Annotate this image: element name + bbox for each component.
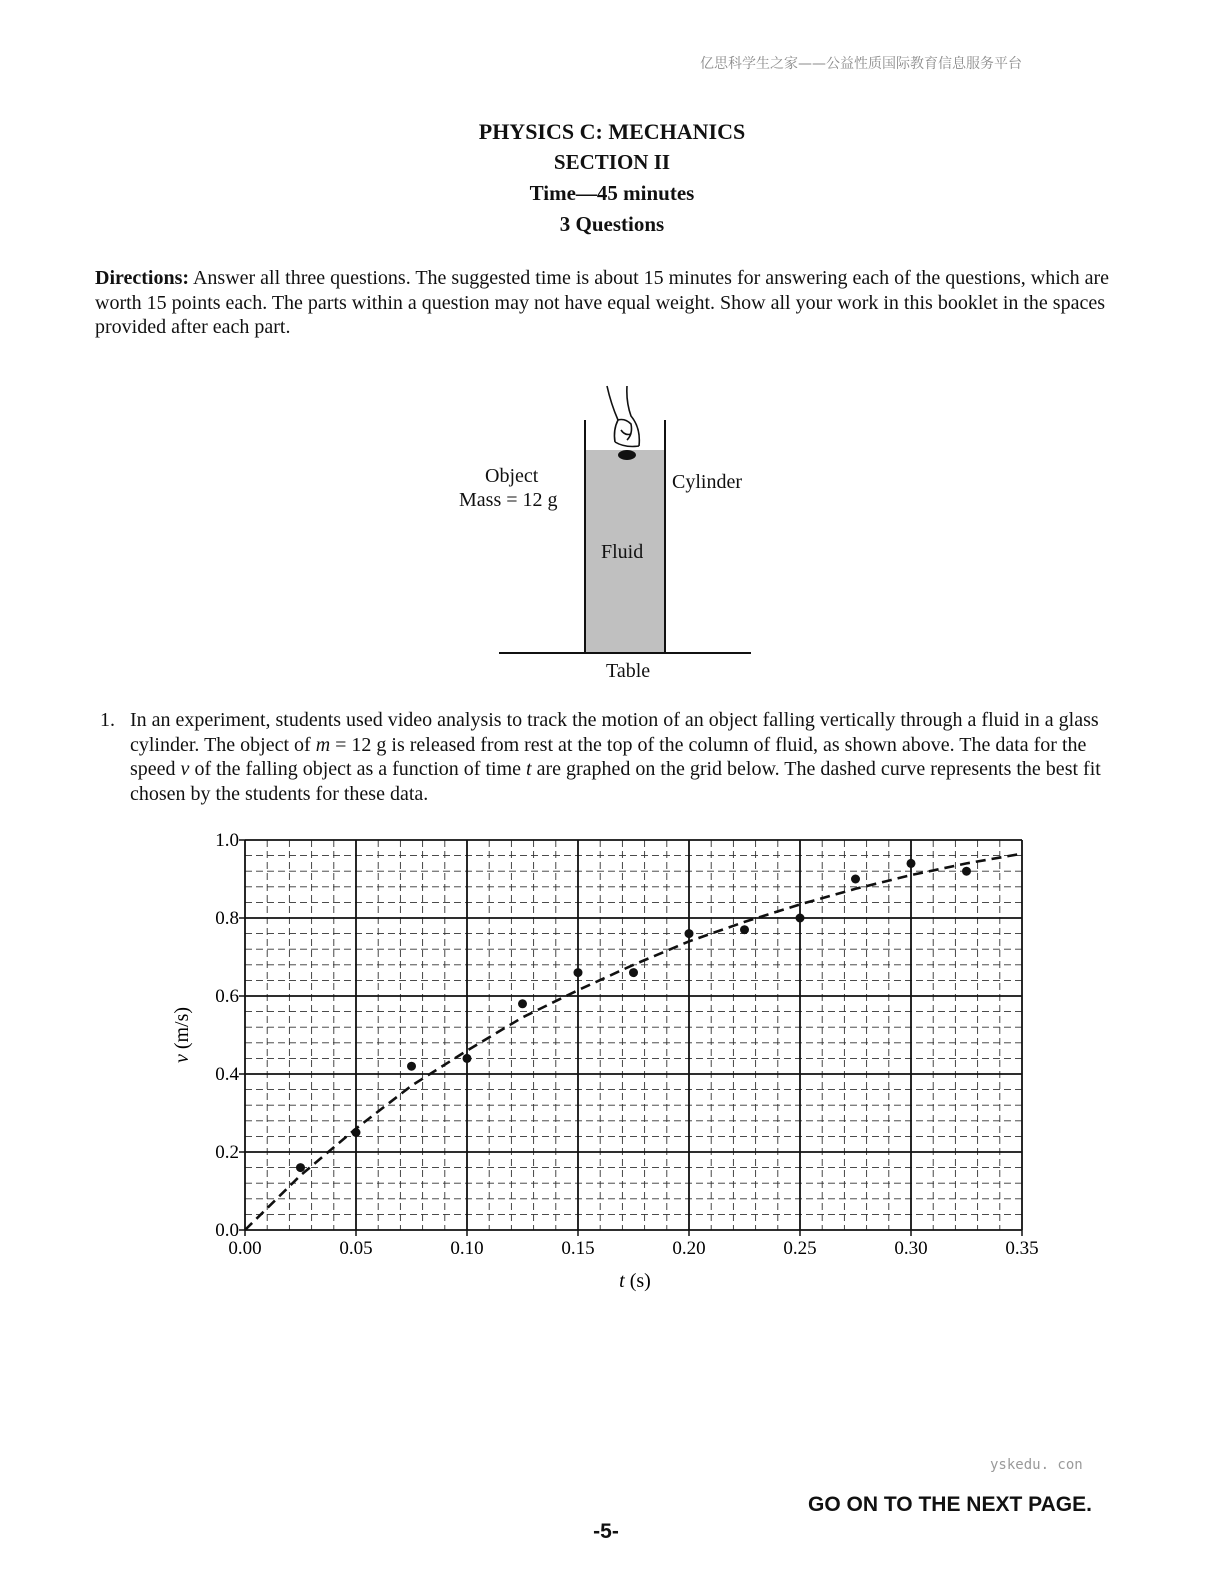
y-tick-label: 0.8 bbox=[215, 908, 239, 929]
velocity-time-graph bbox=[160, 820, 1060, 1305]
questions-count: 3 Questions bbox=[559, 212, 665, 236]
velocity-time-chart bbox=[160, 820, 1060, 1300]
x-tick-label: 0.00 bbox=[228, 1238, 262, 1259]
page-number: -5- bbox=[593, 1520, 619, 1543]
directions-text: Answer all three questions. The suggested time is about 15 minutes for answering each of the questions, which are worth 15 points each. The parts within a question may not have equal weight. Show all your work in this booklet in the spaces provided after each part. bbox=[95, 267, 1110, 338]
data-point bbox=[685, 929, 694, 938]
section-label: SECTION II bbox=[553, 150, 671, 174]
table-label: Table bbox=[606, 660, 651, 682]
y-tick-label: 0.2 bbox=[215, 1142, 239, 1163]
major-grid bbox=[239, 840, 1022, 1236]
directions bbox=[95, 266, 1135, 340]
data-point bbox=[796, 914, 805, 923]
best-fit-dashed-curve bbox=[245, 854, 1022, 1230]
section-header bbox=[0, 116, 1224, 240]
x-tick-label: 0.10 bbox=[450, 1238, 484, 1259]
watermark-top: 亿思科学生之家——公益性质国际教育信息服务平台 bbox=[700, 56, 1022, 72]
y-tick-label: 0.4 bbox=[215, 1064, 239, 1085]
x-tick-label: 0.20 bbox=[672, 1238, 706, 1259]
time-label: Time—45 minutes bbox=[529, 181, 695, 205]
data-point bbox=[463, 1054, 472, 1063]
data-points bbox=[296, 859, 971, 1172]
question-text: In an experiment, students used video analysis to track the motion of an object falling vertically through a fluid in a glass cylinder. The object of m = 12 g is released from rest at the top of the column of fluid, as shown above. The data for the speed v of the falling object as a function of time t are graphed on the grid below. The dashed curve represents the best fit chosen by the students for these data. bbox=[130, 709, 1101, 805]
x-tick-label: 0.15 bbox=[561, 1238, 595, 1259]
directions-label: Directions: bbox=[95, 267, 190, 289]
y-tick-label: 1.0 bbox=[215, 830, 239, 851]
tick-labels bbox=[215, 830, 1038, 1259]
x-axis-label: t (s) bbox=[619, 1270, 651, 1292]
data-point bbox=[907, 859, 916, 868]
x-tick-label: 0.30 bbox=[894, 1238, 928, 1259]
minor-grid bbox=[245, 840, 1022, 1230]
x-tick-label: 0.25 bbox=[783, 1238, 817, 1259]
object-icon bbox=[618, 450, 636, 460]
cylinder-label: Cylinder bbox=[672, 471, 742, 493]
mass-label: Mass = 12 g bbox=[459, 489, 558, 511]
object-label: Object bbox=[485, 465, 539, 487]
cylinder-figure bbox=[455, 384, 775, 684]
x-tick-label: 0.05 bbox=[339, 1238, 373, 1259]
question-number: 1. bbox=[100, 709, 115, 731]
hand-icon bbox=[607, 386, 639, 447]
question-1 bbox=[100, 708, 1130, 806]
data-point bbox=[740, 925, 749, 934]
next-page-notice: GO ON TO THE NEXT PAGE. bbox=[808, 1493, 1092, 1516]
data-point bbox=[851, 875, 860, 884]
data-point bbox=[296, 1163, 305, 1172]
y-axis-label: v (m/s) bbox=[171, 1006, 193, 1064]
data-point bbox=[352, 1128, 361, 1137]
data-point bbox=[962, 867, 971, 876]
watermark-bottom: yskedu. con bbox=[990, 1457, 1083, 1473]
y-tick-label: 0.0 bbox=[215, 1220, 239, 1241]
cylinder-diagram bbox=[455, 384, 775, 684]
data-point bbox=[574, 968, 583, 977]
fluid-label: Fluid bbox=[601, 541, 644, 563]
data-point bbox=[518, 999, 527, 1008]
data-point bbox=[629, 968, 638, 977]
exam-title: PHYSICS C: MECHANICS bbox=[478, 119, 746, 144]
data-point bbox=[407, 1062, 416, 1071]
y-tick-label: 0.6 bbox=[215, 986, 239, 1007]
best-fit-curve bbox=[245, 854, 1022, 1230]
x-tick-label: 0.35 bbox=[1005, 1238, 1039, 1259]
